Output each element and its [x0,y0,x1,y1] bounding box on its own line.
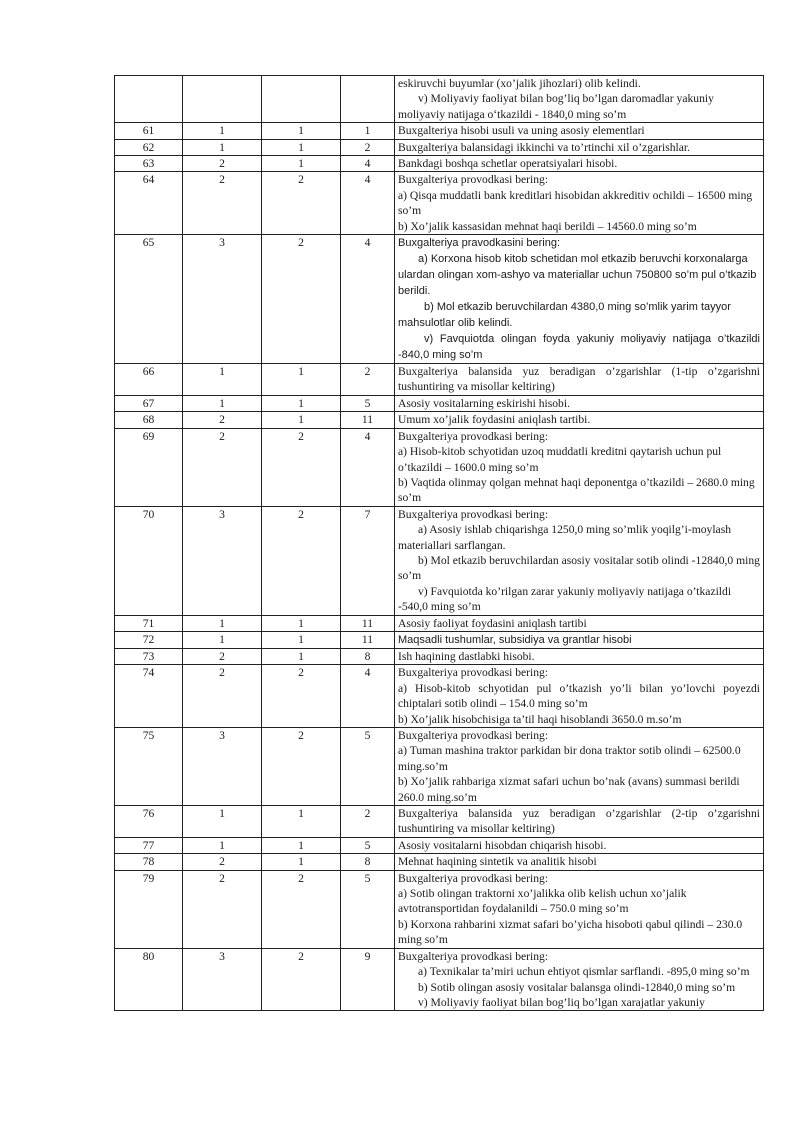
question-text-line: v) Moliyaviy faoliyat bilan bog’liq bo’lgan daromadlar yakuniy moliyaviy natijaga o‘tkazildi - 1840,0 ming so’m [398,92,714,121]
question-text-cell [395,648,764,664]
col-b-cell: 1 [262,631,341,648]
col-c-cell: 11 [341,631,395,648]
question-text-cell [395,837,764,853]
col-a-cell: 1 [183,395,262,411]
col-b-cell: 1 [262,615,341,631]
row-number-cell: 61 [115,123,183,139]
col-c-cell: 1 [341,123,395,139]
question-text-line: Buxgalteriya provodkasi bering: [398,949,549,963]
table-row [115,806,764,838]
question-text-cell [395,506,764,615]
col-a-cell: 2 [183,156,262,172]
col-c-cell: 4 [341,235,395,364]
col-c-cell: 2 [341,806,395,838]
question-text-line: a) Korxona hisob kitob schetidan mol etkazib beruvchi korxonalarga ulardan olingan xom-ashyo va materiallar uchun 750800 so’m pul o’tkazib berildi. [398,253,757,298]
col-c-cell: 8 [341,854,395,870]
question-text-line: Buxgalteriya provodkasi bering: [398,507,549,521]
table-row [115,631,764,648]
table-row [115,364,764,396]
row-number-cell: 75 [115,728,183,806]
col-b-cell: 2 [262,506,341,615]
col-a-cell: 1 [183,123,262,139]
question-text-line: Buxgalteriya provodkasi bering: [398,729,549,742]
question-text-line: a) Asosiy ishlab chiqarishga 1250,0 ming so’mlik yoqilg’i-moylash materiallari sarflangan. [398,523,732,552]
question-text-line: b) Mol etkazib beruvchilardan 4380,0 ming so’mlik yarim tayyor mahsulotlar olib kelindi. [398,301,731,330]
table-row [115,428,764,506]
col-b-cell [262,76,341,123]
question-text-line: a) Sotib olingan traktorni xo’jalikka olib kelish uchun xo’jalik avtotransportidan foydalanildi – 750.0 ming so’m [398,887,687,916]
question-text-line: Buxgalteriya hisobi usuli va uning asosiy elementlari [398,124,645,138]
col-a-cell: 2 [183,428,262,506]
question-text-cell [395,728,764,806]
col-a-cell: 2 [183,665,262,728]
col-c-cell: 2 [341,139,395,155]
col-c-cell: 5 [341,728,395,806]
table-row [115,395,764,411]
col-a-cell: 2 [183,854,262,870]
col-c-cell [341,76,395,123]
col-c-cell: 4 [341,156,395,172]
question-text-line: Buxgalteriya balansida yuz beradigan o’zgarishlar (2-tip o’zgarishni tushuntiring va misollar keltiring) [398,807,760,836]
question-text-line: b) Xo’jalik rahbariga xizmat safari uchun bo’nak (avans) summasi berildi 260.0 ming.so’m [398,775,740,804]
row-number-cell: 66 [115,364,183,396]
col-c-cell: 5 [341,837,395,853]
question-text-line: a) Hisob-kitob schyotidan uzoq muddatli kreditni qaytarish uchun pul o’tkazildi – 1600.0 ming so’m [398,445,722,474]
row-number-cell: 78 [115,854,183,870]
col-b-cell: 1 [262,806,341,838]
questions-table-body [115,76,764,1011]
row-number-cell: 71 [115,615,183,631]
question-text-line: a) Tuman mashina traktor parkidan bir dona traktor sotib olindi – 62500.0 ming.so’m [398,744,741,773]
col-b-cell: 2 [262,665,341,728]
table-row [115,412,764,428]
col-b-cell: 2 [262,172,341,235]
question-text-cell [395,870,764,948]
col-b-cell: 1 [262,364,341,396]
row-number-cell: 70 [115,506,183,615]
question-text-cell [395,615,764,631]
table-row [115,854,764,870]
col-c-cell: 4 [341,428,395,506]
col-c-cell: 5 [341,870,395,948]
question-text-line: Ish haqining dastlabki hisobi. [398,649,535,663]
col-a-cell: 1 [183,364,262,396]
col-a-cell: 1 [183,139,262,155]
question-text-line: b) Xo’jalik kassasidan mehnat haqi berildi – 14560.0 ming so’m [398,219,697,233]
question-text-line: Asosiy vositalarning eskirishi hisobi. [398,396,570,410]
col-a-cell: 3 [183,728,262,806]
col-b-cell: 1 [262,412,341,428]
col-a-cell: 2 [183,870,262,948]
col-a-cell: 3 [183,235,262,364]
question-text-cell [395,428,764,506]
questions-table [114,75,764,1011]
col-b-cell: 1 [262,123,341,139]
question-text-line: Buxgalteriya balansidagi ikkinchi va to’rtinchi xil o’zgarishlar. [398,140,691,154]
question-text-cell [395,172,764,235]
question-text-cell [395,665,764,728]
question-text-line: b) Mol etkazib beruvchilardan asosiy vositalar sotib olindi -12840,0 ming so’m [398,553,760,583]
table-row [115,648,764,664]
question-text-line: Buxgalteriya provodkasi bering: [398,871,549,885]
question-text-cell [395,631,764,648]
col-c-cell: 4 [341,172,395,235]
question-text-line: Buxgalteriya pravodkasini bering: [398,237,561,250]
col-b-cell: 1 [262,648,341,664]
table-row [115,123,764,139]
col-a-cell: 2 [183,412,262,428]
col-c-cell: 4 [341,665,395,728]
row-number-cell: 72 [115,631,183,648]
row-number-cell: 77 [115,837,183,853]
question-text-cell [395,235,764,364]
question-text-line: eskiruvchi buyumlar (xo’jalik jihozlari) olib kelindi. [398,77,641,90]
row-number-cell: 80 [115,948,183,1011]
row-number-cell: 73 [115,648,183,664]
row-number-cell: 65 [115,235,183,364]
question-text-line: b) Korxona rahbarini xizmat safari bo’yicha hisoboti qabul qilindi – 230.0 ming so’m [398,917,743,947]
question-text-line: b) Xo’jalik hisobchisiga ta’til haqi hisoblandi 3650.0 m.so’m [398,712,682,726]
question-text-line: b) Vaqtida olinmay qolgan mehnat haqi deponentga o’tkazildi – 2680.0 ming so’m [398,475,755,505]
col-c-cell: 11 [341,412,395,428]
col-a-cell: 1 [183,837,262,853]
table-row [115,76,764,123]
col-c-cell: 9 [341,948,395,1011]
table-row [115,172,764,235]
col-c-cell: 5 [341,395,395,411]
table-row [115,139,764,155]
row-number-cell [115,76,183,123]
question-text-cell [395,395,764,411]
col-b-cell: 1 [262,139,341,155]
row-number-cell: 68 [115,412,183,428]
question-text-cell [395,806,764,838]
col-c-cell: 7 [341,506,395,615]
question-text-line: a) Hisob-kitob schyotidan pul o’tkazish yo’li bilan yo’lovchi poyezdi chiptalari sotib olindi – 154.0 ming so’m [398,681,760,711]
question-text-line: v) Favquiotda olingan foyda yakuniy moliyaviy natijaga o’tkazildi -840,0 ming so’m [398,333,760,362]
row-number-cell: 63 [115,156,183,172]
question-text-cell [395,156,764,172]
table-row [115,615,764,631]
table-row [115,870,764,948]
col-b-cell: 2 [262,948,341,1011]
col-b-cell: 1 [262,854,341,870]
question-text-line: Buxgalteriya provodkasi bering: [398,173,549,187]
col-b-cell: 1 [262,395,341,411]
col-b-cell: 2 [262,235,341,364]
col-a-cell: 1 [183,615,262,631]
question-text-line: Umum xo’jalik foydasini aniqlash tartibi. [398,413,591,427]
question-text-line: b) Sotib olingan asosiy vositalar balansga olindi-12840,0 ming so’m [418,980,736,994]
question-text-line: Mehnat haqining sintetik va analitik hisobi [398,855,597,869]
question-text-cell [395,123,764,139]
question-text-line: Buxgalteriya balansida yuz beradigan o’zgarishlar (1-tip o’zgarishni tushuntiring va misollar keltiring) [398,365,760,394]
col-b-cell: 2 [262,428,341,506]
table-row [115,235,764,364]
question-text-line: Buxgalteriya provodkasi bering: [398,666,549,680]
col-a-cell: 3 [183,948,262,1011]
row-number-cell: 62 [115,139,183,155]
question-text-cell [395,139,764,155]
table-row [115,837,764,853]
row-number-cell: 76 [115,806,183,838]
question-text-line: Bankdagi boshqa schetlar operatsiyalari hisobi. [398,157,618,171]
question-text-cell [395,948,764,1011]
question-text-cell [395,76,764,123]
col-b-cell: 2 [262,870,341,948]
row-number-cell: 67 [115,395,183,411]
table-row [115,728,764,806]
question-text-cell [395,854,764,870]
col-a-cell: 3 [183,506,262,615]
row-number-cell: 69 [115,428,183,506]
row-number-cell: 64 [115,172,183,235]
question-text-line: v) Favquiotda ko’rilgan zarar yakuniy moliyaviy natijaga o’tkazildi -540,0 ming so’m [398,584,732,614]
question-text-line: Buxgalteriya provodkasi bering: [398,429,549,443]
col-a-cell: 2 [183,172,262,235]
col-c-cell: 2 [341,364,395,396]
question-text-line: Maqsadli tushumlar, subsidiya va grantlar hisobi [398,633,632,646]
question-text-line: a) Qisqa muddatli bank kreditlari hisobidan akkreditiv ochildi – 16500 ming so’m [398,188,753,218]
question-text-line: Asosiy vositalarni hisobdan chiqarish hisobi. [398,838,607,852]
col-b-cell: 1 [262,837,341,853]
col-a-cell: 1 [183,631,262,648]
col-a-cell [183,76,262,123]
table-row [115,156,764,172]
table-row [115,665,764,728]
row-number-cell: 79 [115,870,183,948]
question-text-cell [395,364,764,396]
col-c-cell: 8 [341,648,395,664]
col-b-cell: 2 [262,728,341,806]
col-c-cell: 11 [341,615,395,631]
question-text-line: Asosiy faoliyat foydasini aniqlash tartibi [398,616,587,630]
table-row [115,948,764,1011]
col-a-cell: 2 [183,648,262,664]
question-text-cell [395,412,764,428]
col-a-cell: 1 [183,806,262,838]
col-b-cell: 1 [262,156,341,172]
table-row [115,506,764,615]
question-text-line: a) Texnikalar ta’miri uchun ehtiyot qismlar sarflandi. -895,0 ming so’m [418,965,750,979]
question-text-line: v) Moliyaviy faoliyat bilan bog’liq bo’lgan xarajatlar yakuniy [418,995,705,1009]
row-number-cell: 74 [115,665,183,728]
